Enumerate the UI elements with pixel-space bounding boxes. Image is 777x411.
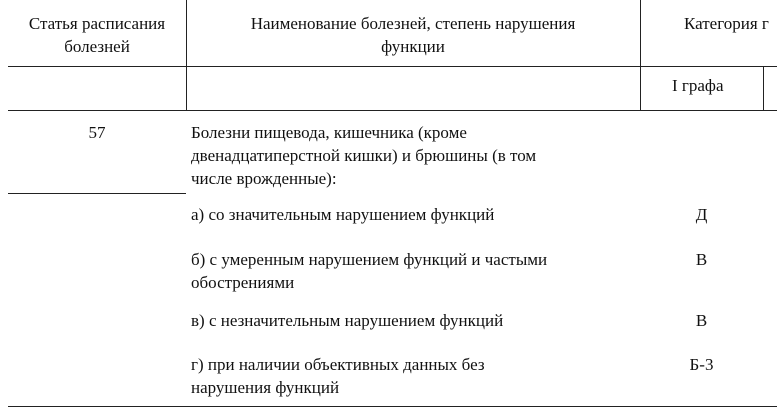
header-bottom-rule bbox=[8, 66, 777, 67]
header-article-label-line2: болезней bbox=[64, 37, 130, 56]
table-bottom-rule bbox=[8, 406, 777, 407]
header-article-label-line1: Статья расписания bbox=[28, 14, 166, 33]
subheader-column-1: I графа bbox=[672, 76, 724, 95]
category-row-b: В bbox=[695, 250, 708, 269]
category-row-d: Б-3 bbox=[689, 355, 714, 374]
header-category-label: Категория г bbox=[684, 14, 769, 33]
header-disease-label-line1: Наименование болезней, степень нарушения bbox=[250, 14, 576, 33]
article-number-underline bbox=[8, 193, 186, 194]
condition-row-d-line2: нарушения функций bbox=[191, 378, 340, 397]
category-row-c: В bbox=[695, 311, 708, 330]
article-title-line1: Болезни пищевода, кишечника (кроме bbox=[191, 123, 467, 142]
condition-row-b-line1: б) с умеренным нарушением функций и частыми bbox=[191, 250, 548, 269]
subheader-bottom-rule bbox=[8, 110, 777, 111]
condition-row-d-line1: г) при наличии объективных данных без bbox=[191, 355, 485, 374]
category-row-a: Д bbox=[695, 205, 708, 224]
col-divider-2 bbox=[640, 0, 641, 111]
header-disease-label-line2: функции bbox=[381, 37, 445, 56]
col-divider-3 bbox=[763, 66, 764, 111]
article-title-line3: числе врожденные): bbox=[191, 169, 337, 188]
article-title-line2: двенадцатиперстной кишки) и брюшины (в том bbox=[191, 146, 537, 165]
condition-row-b-line2: обострениями bbox=[191, 273, 295, 292]
article-number: 57 bbox=[88, 123, 106, 142]
condition-row-a: а) со значительным нарушением функций bbox=[191, 205, 495, 224]
condition-row-c: в) с незначительным нарушением функций bbox=[191, 311, 504, 330]
